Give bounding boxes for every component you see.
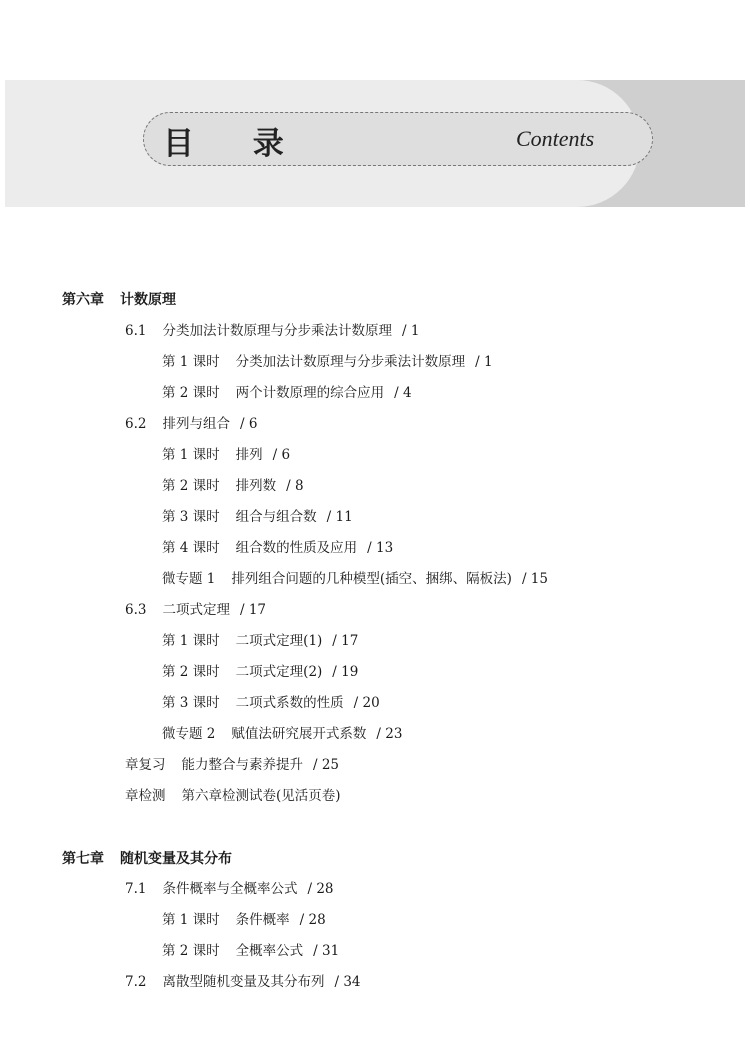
toc-entry[interactable]: [162, 911, 326, 929]
toc-entry[interactable]: [125, 973, 361, 991]
toc-entry[interactable]: [162, 539, 393, 557]
toc-number: 章检测: [125, 788, 166, 804]
toc-page-number: / 6: [239, 416, 258, 432]
toc-page-number: / 17: [239, 602, 267, 618]
toc-number: 6.3: [125, 602, 147, 618]
toc-number: 第 1 课时: [162, 447, 220, 463]
toc-page-number: / 6: [272, 447, 291, 463]
toc-number: 章复习: [125, 757, 166, 773]
toc-title: 能力整合与素养提升: [181, 757, 303, 773]
toc-entry[interactable]: [162, 694, 380, 712]
toc-entry[interactable]: [125, 756, 339, 774]
toc-entry[interactable]: [162, 353, 493, 371]
toc-entry[interactable]: [162, 477, 304, 495]
toc-page-number: / 4: [394, 385, 412, 401]
toc-entry[interactable]: [125, 415, 257, 433]
toc-title: 排列与组合: [162, 416, 230, 432]
toc-entry[interactable]: [125, 880, 334, 898]
toc-entry[interactable]: [162, 663, 358, 681]
toc-title: 分类加法计数原理与分步乘法计数原理: [235, 354, 466, 370]
toc-title: 两个计数原理的综合应用: [235, 385, 385, 401]
toc-title: 随机变量及其分布: [120, 851, 232, 867]
toc-page-number: / 20: [353, 695, 380, 711]
toc-entry[interactable]: [162, 725, 402, 743]
toc-number: 第 3 课时: [162, 695, 220, 711]
toc-page-number: / 28: [299, 912, 326, 928]
toc-title: 离散型随机变量及其分布列: [162, 974, 325, 990]
toc-number: 6.2: [125, 416, 147, 432]
toc-page-number: / 19: [332, 664, 359, 680]
toc-title: 组合数的性质及应用: [235, 540, 358, 556]
toc-number: 第 2 课时: [162, 385, 220, 401]
toc-number: 第七章: [62, 851, 104, 867]
toc-number: 微专题 2: [162, 726, 216, 742]
toc-chapter[interactable]: [62, 850, 232, 868]
toc-title: 排列组合问题的几种模型(插空、捆绑、隔板法): [231, 571, 512, 587]
toc-page-number: / 11: [326, 509, 353, 525]
toc-title: 二项式定理: [162, 602, 230, 618]
toc-number: 6.1: [125, 323, 147, 339]
toc-page-number: / 28: [307, 881, 334, 897]
toc-entry[interactable]: [125, 322, 419, 340]
toc-page-number: / 31: [313, 943, 340, 959]
toc-entry[interactable]: [162, 632, 358, 650]
toc-page-number: / 17: [332, 633, 359, 649]
toc-entry[interactable]: [162, 384, 412, 402]
toc-title: 全概率公式: [235, 943, 304, 959]
toc-page-number: / 25: [313, 757, 340, 773]
toc-entry[interactable]: [125, 601, 266, 619]
toc-entry[interactable]: [162, 570, 548, 588]
toc-entry[interactable]: [162, 446, 290, 464]
toc-entry[interactable]: [125, 787, 341, 805]
toc-chapter[interactable]: [62, 291, 176, 309]
toc-entry[interactable]: [162, 508, 353, 526]
page-title: 目 录: [163, 126, 308, 162]
toc-title: 赋值法研究展开式系数: [231, 726, 367, 742]
toc-page-number: / 1: [475, 354, 493, 370]
toc-page-number: / 1: [401, 323, 420, 339]
toc-title: 二项式定理(2): [235, 664, 323, 680]
toc-page-number: / 34: [334, 974, 361, 990]
toc-title: 条件概率与全概率公式: [162, 881, 298, 897]
toc-number: 第六章: [62, 292, 104, 308]
toc-title: 第六章检测试卷(见活页卷): [181, 788, 341, 804]
toc-page-number: / 13: [367, 540, 394, 556]
toc-number: 第 2 课时: [162, 943, 220, 959]
toc-page-number: / 8: [286, 478, 304, 494]
toc-number: 第 2 课时: [162, 478, 220, 494]
toc-number: 7.1: [125, 881, 147, 897]
toc-page-number: / 23: [376, 726, 403, 742]
toc-number: 7.2: [125, 974, 147, 990]
toc-entry[interactable]: [162, 942, 339, 960]
toc-number: 第 1 课时: [162, 354, 220, 370]
toc-title: 分类加法计数原理与分步乘法计数原理: [162, 323, 392, 339]
toc-number: 第 1 课时: [162, 633, 220, 649]
toc-title: 二项式系数的性质: [235, 695, 344, 711]
toc-title: 排列: [235, 447, 263, 463]
toc-title: 二项式定理(1): [235, 633, 323, 649]
toc-number: 第 4 课时: [162, 540, 220, 556]
page-title-en: Contents: [516, 126, 595, 151]
toc-number: 第 2 课时: [162, 664, 220, 680]
toc-title: 组合与组合数: [235, 509, 317, 525]
toc-number: 第 1 课时: [162, 912, 220, 928]
toc-number: 第 3 课时: [162, 509, 220, 525]
toc-title: 排列数: [235, 478, 277, 494]
toc-title: 条件概率: [235, 912, 290, 928]
toc-number: 微专题 1: [162, 571, 216, 587]
toc-title: 计数原理: [120, 292, 176, 308]
toc-page-number: / 15: [521, 571, 548, 587]
